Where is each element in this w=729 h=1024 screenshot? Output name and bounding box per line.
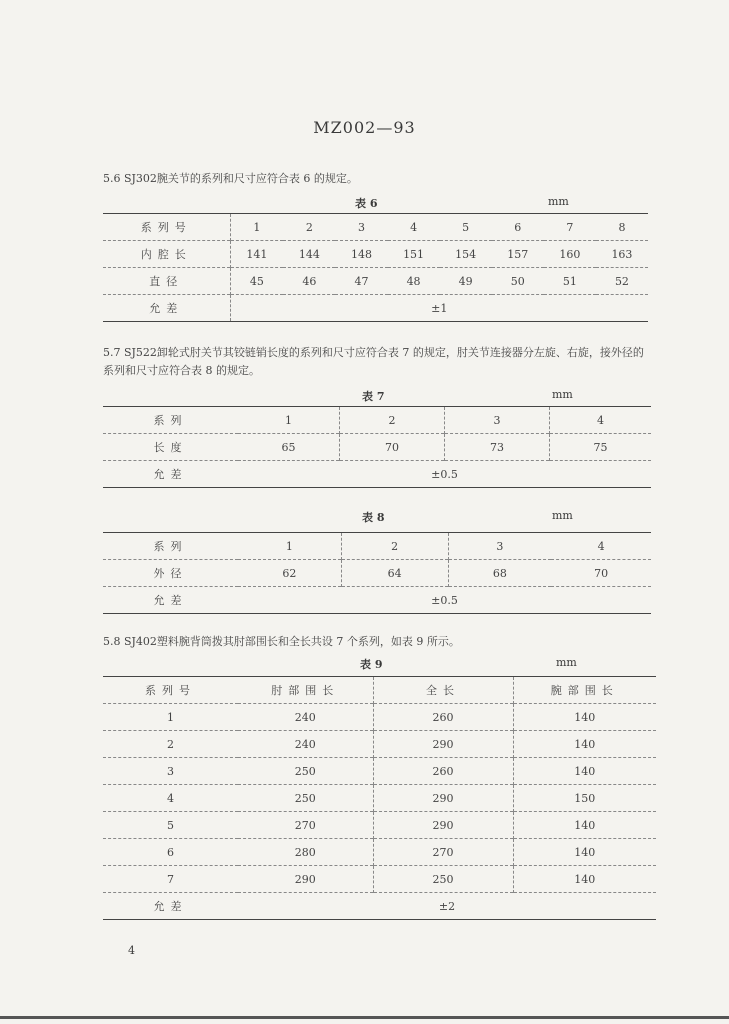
table-row bbox=[103, 758, 656, 785]
table9-cell: 290 bbox=[373, 812, 513, 839]
table9-cell: 140 bbox=[513, 704, 656, 731]
table6-cell: 5 bbox=[440, 214, 492, 241]
table9-cell: 290 bbox=[373, 785, 513, 812]
table9-caption: 表 9 bbox=[360, 658, 383, 671]
table6-cell: 163 bbox=[596, 241, 648, 268]
table6-cell: 148 bbox=[335, 241, 387, 268]
table8 bbox=[103, 532, 651, 614]
paragraph-5-8: 5.8 SJ402塑料腕背筒拨其肘部围长和全长共设 7 个系列，如表 9 所示。 bbox=[103, 635, 460, 648]
table8-unit: mm bbox=[552, 509, 573, 522]
table9-unit: mm bbox=[556, 656, 577, 669]
table8-cell: 62 bbox=[238, 560, 341, 587]
table9-cell: 250 bbox=[373, 866, 513, 893]
table7-label-tolerance: 允差 bbox=[103, 461, 238, 488]
table6-cell: 141 bbox=[230, 241, 283, 268]
table8-caption: 表 8 bbox=[362, 511, 385, 524]
table6-cell: 50 bbox=[492, 268, 544, 295]
table7-cell: 65 bbox=[238, 434, 340, 461]
table9-tolerance: ±2 bbox=[238, 893, 656, 920]
table6-cell: 8 bbox=[596, 214, 648, 241]
table8-tolerance: ±0.5 bbox=[238, 587, 651, 614]
table9-cell: 2 bbox=[103, 731, 238, 758]
table9-cell: 140 bbox=[513, 758, 656, 785]
table9-header: 全长 bbox=[373, 677, 513, 704]
table6-unit: mm bbox=[548, 195, 569, 208]
table9-header: 肘部围长 bbox=[238, 677, 373, 704]
table6-cell: 144 bbox=[283, 241, 335, 268]
table-row bbox=[103, 731, 656, 758]
table7-cell: 1 bbox=[238, 407, 340, 434]
table7-cell: 3 bbox=[445, 407, 550, 434]
table9-cell: 140 bbox=[513, 731, 656, 758]
table6-label-tolerance: 允差 bbox=[103, 295, 230, 322]
table9-cell: 280 bbox=[238, 839, 373, 866]
table8-label-series: 系列 bbox=[103, 533, 238, 560]
table6-cell: 157 bbox=[492, 241, 544, 268]
table8-cell: 4 bbox=[551, 533, 651, 560]
table8-cell: 64 bbox=[341, 560, 448, 587]
table9-cell: 1 bbox=[103, 704, 238, 731]
table9-cell: 240 bbox=[238, 731, 373, 758]
scan-edge-line bbox=[0, 1016, 729, 1019]
table6-label-diameter: 直径 bbox=[103, 268, 230, 295]
table9-label-tolerance: 允差 bbox=[103, 893, 238, 920]
table9-cell: 250 bbox=[238, 758, 373, 785]
table9-cell: 5 bbox=[103, 812, 238, 839]
table9-cell: 270 bbox=[373, 839, 513, 866]
table6-cell: 2 bbox=[283, 214, 335, 241]
table9-cell: 290 bbox=[373, 731, 513, 758]
table6-cell: 6 bbox=[492, 214, 544, 241]
table6-cell: 51 bbox=[544, 268, 596, 295]
table6-cell: 151 bbox=[388, 241, 440, 268]
table6-cell: 49 bbox=[440, 268, 492, 295]
table9-cell: 7 bbox=[103, 866, 238, 893]
table6-cell: 7 bbox=[544, 214, 596, 241]
table8-cell: 1 bbox=[238, 533, 341, 560]
table7-tolerance: ±0.5 bbox=[238, 461, 651, 488]
table7-cell: 4 bbox=[550, 407, 652, 434]
paragraph-5-7: 5.7 SJ522卸轮式肘关节其铰链销长度的系列和尺寸应符合表 7 的规定，肘关节连接器分左旋、右旋，接外径的系列和尺寸应符合表 8 的规定。 bbox=[103, 346, 644, 377]
table9-cell: 140 bbox=[513, 866, 656, 893]
table9-cell: 260 bbox=[373, 704, 513, 731]
table9-cell: 4 bbox=[103, 785, 238, 812]
table6-caption: 表 6 bbox=[355, 197, 378, 210]
table6-tolerance: ±1 bbox=[230, 295, 648, 322]
table8-cell: 70 bbox=[551, 560, 651, 587]
table7-label-series: 系列 bbox=[103, 407, 238, 434]
table9-cell: 250 bbox=[238, 785, 373, 812]
table8-label-tolerance: 允差 bbox=[103, 587, 238, 614]
table6-cell: 160 bbox=[544, 241, 596, 268]
table7-cell: 70 bbox=[340, 434, 445, 461]
table9-cell: 140 bbox=[513, 812, 656, 839]
table6-cell: 154 bbox=[440, 241, 492, 268]
table7-cell: 2 bbox=[340, 407, 445, 434]
table9-header: 系列号 bbox=[103, 677, 238, 704]
table-row bbox=[103, 704, 656, 731]
table-row bbox=[103, 812, 656, 839]
table8-cell: 3 bbox=[448, 533, 551, 560]
table6-label-series: 系列号 bbox=[103, 214, 230, 241]
table7 bbox=[103, 406, 651, 488]
table9-cell: 150 bbox=[513, 785, 656, 812]
table7-cell: 73 bbox=[445, 434, 550, 461]
table6-cell: 4 bbox=[388, 214, 440, 241]
table6-cell: 46 bbox=[283, 268, 335, 295]
table6-cell: 47 bbox=[335, 268, 387, 295]
table9-cell: 290 bbox=[238, 866, 373, 893]
paragraph-5-6: 5.6 SJ302腕关节的系列和尺寸应符合表 6 的规定。 bbox=[103, 172, 358, 185]
page-number: 4 bbox=[128, 944, 135, 957]
table9-cell: 140 bbox=[513, 839, 656, 866]
table9 bbox=[103, 676, 656, 920]
table-row bbox=[103, 866, 656, 893]
table6-cell: 48 bbox=[388, 268, 440, 295]
table9-cell: 3 bbox=[103, 758, 238, 785]
table8-cell: 2 bbox=[341, 533, 448, 560]
table6-label-inner-length: 内腔长 bbox=[103, 241, 230, 268]
table9-cell: 270 bbox=[238, 812, 373, 839]
document-header: MZ002—93 bbox=[313, 118, 416, 137]
table6-cell: 45 bbox=[230, 268, 283, 295]
table-row bbox=[103, 785, 656, 812]
table6 bbox=[103, 213, 648, 322]
table6-cell: 1 bbox=[230, 214, 283, 241]
table9-cell: 6 bbox=[103, 839, 238, 866]
table8-label-outer-diameter: 外径 bbox=[103, 560, 238, 587]
table8-cell: 68 bbox=[448, 560, 551, 587]
table7-cell: 75 bbox=[550, 434, 652, 461]
table9-header: 腕部围长 bbox=[513, 677, 656, 704]
table9-cell: 240 bbox=[238, 704, 373, 731]
table6-cell: 52 bbox=[596, 268, 648, 295]
table7-unit: mm bbox=[552, 388, 573, 401]
table6-cell: 3 bbox=[335, 214, 387, 241]
table-row bbox=[103, 839, 656, 866]
table9-cell: 260 bbox=[373, 758, 513, 785]
table7-label-length: 长度 bbox=[103, 434, 238, 461]
table7-caption: 表 7 bbox=[362, 390, 385, 403]
